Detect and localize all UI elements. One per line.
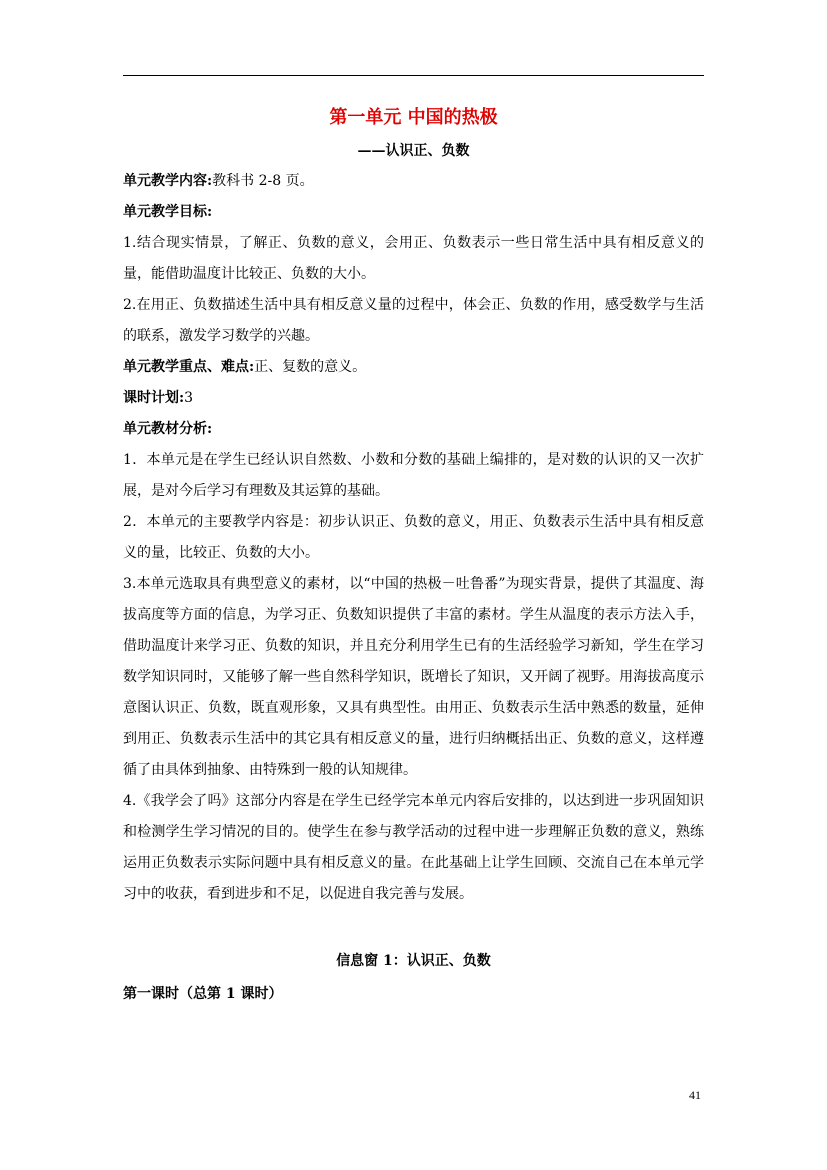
- analysis-item-3: 3.本单元选取具有典型意义的素材，以“中国的热极－吐鲁番”为现实背景，提供了其温度、海拔高度等方面的信息，为学习正、负数知识提供了丰富的素材。学生从温度的表示方法入手，借助温度计来学习正、负数的知识，并且充分利用学生已有的生活经验学习新知，学生在学习数学知识同时，又能够了解一些自然科学知识，既增长了知识，又开阔了视野。用海拔高度示意图认识正、负数，既直观形象，又具有典型性。由用正、负数表示生活中熟悉的数量，延伸到用正、负数表示生活中的其它具有相反意义的量，进行归纳概括出正、负数的意义，这样遵循了由具体到抽象、由特殊到一般的认知规律。: [123, 576, 704, 778]
- lesson-title: 第一课时（总第 1 课时）: [123, 986, 283, 1002]
- section-title: 信息窗 1：认识正、负数: [336, 953, 491, 969]
- document-body: [123, 104, 704, 1010]
- plan-value: 3: [184, 390, 194, 406]
- key-value: 正、复数的意义。: [254, 359, 367, 375]
- analysis-label: 单元教材分析:: [123, 421, 213, 437]
- plan-line: [123, 383, 704, 414]
- page-number: 41: [689, 1088, 701, 1102]
- goal-item-2: 2.在用正、负数描述生活中具有相反意义量的过程中，体会正、负数的作用，感受数学与生活的联系，激发学习数学的兴趣。: [123, 297, 704, 344]
- key-label: 单元教学重点、难点:: [123, 359, 255, 375]
- content-line: [123, 166, 704, 197]
- header-rule: [123, 75, 704, 76]
- analysis-item-4: 4.《我学会了吗》这部分内容是在学生已经学完本单元内容后安排的，以达到进一步巩固知识和检测学生学习情况的目的。使学生在参与教学活动的过程中进一步理解正负数的意义，熟练运用正负数表示实际问题中具有相反意义的量。在此基础上让学生回顾、交流自己在本单元学习中的收获，看到进步和不足，以促进自我完善与发展。: [123, 793, 704, 902]
- analysis-item-1: 1．本单元是在学生已经认识自然数、小数和分数的基础上编排的，是对数的认识的又一次扩展，是对今后学习有理数及其运算的基础。: [123, 452, 704, 499]
- goal-label: 单元教学目标:: [123, 204, 213, 220]
- analysis-item-2: 2．本单元的主要教学内容是：初步认识正、负数的意义，用正、负数表示生活中具有相反意义的量，比较正、负数的大小。: [123, 514, 704, 561]
- key-line: [123, 352, 704, 383]
- content-label: 单元教学内容:: [123, 173, 213, 189]
- document-title: 第一单元 中国的热极: [329, 107, 498, 128]
- content-value: 教科书 2-8 页。: [212, 173, 314, 189]
- plan-label: 课时计划:: [123, 390, 185, 406]
- document-subtitle: ——认识正、负数: [357, 143, 470, 159]
- goal-item-1: 1.结合现实情景，了解正、负数的意义，会用正、负数表示一些日常生活中具有相反意义的量，能借助温度计比较正、负数的大小。: [123, 235, 704, 282]
